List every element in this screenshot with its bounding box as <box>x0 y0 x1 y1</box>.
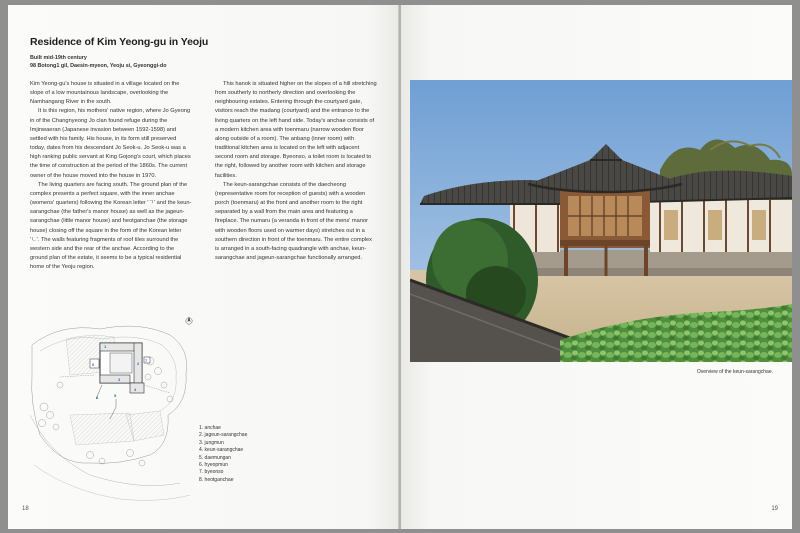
built-date: Built mid-19th century <box>30 55 87 61</box>
page-number-right: 19 <box>771 506 778 512</box>
plan-number: 6 <box>92 362 95 367</box>
page-title: Residence of Kim Yeong-gu in Yeoju <box>30 36 209 48</box>
house-photo <box>410 80 792 362</box>
text-column-2 <box>215 80 377 263</box>
right-page <box>401 5 792 529</box>
page-number-left: 18 <box>22 506 29 512</box>
site-plan-drawing <box>30 315 198 505</box>
legend-item: 3. jungmun <box>199 439 224 446</box>
plan-number: 7 <box>145 358 148 363</box>
north-arrow-icon <box>186 317 192 325</box>
plan-number: 1 <box>104 344 107 349</box>
building-meta <box>30 54 166 70</box>
paragraph: It is this region, his mothers' native region, where Jo Gyeong in of the Changnyeong Jo clan found refuge during the Imjinwaeran (Japanese invasion between 1592-1598) and settled with his family. His house, in its form still preserved today, dates from his descendant Jo Seok-u. Jo Seok-u was a high ranking public servant at King Gojong's court, which places the time of construction at the period of the 1860s. The current owner of the house moved into the house in 1970. <box>30 108 191 179</box>
legend-item: 6. hyeopmun <box>199 462 228 469</box>
plan-number: 3 <box>118 377 121 382</box>
plan-number: 5 <box>114 393 117 398</box>
legend-item: 7. byeonso <box>199 469 224 476</box>
plan-legend <box>199 425 247 484</box>
legend-item: 8. heotganchae <box>199 476 234 483</box>
legend-item: 4. keun-sarangchae <box>199 447 244 454</box>
plan-number: 2 <box>137 361 140 366</box>
photo-caption: Overview of the keun-sarangchae. <box>696 369 773 375</box>
legend-item: 5. daemungan <box>199 454 231 461</box>
address: 98 Botong1 gil, Daesin-myeon, Yeoju si, Gyeonggi-do <box>30 63 167 70</box>
book-spread <box>8 5 792 529</box>
plan-number: 8 <box>96 395 99 400</box>
legend-item: 1. anchae <box>199 425 221 431</box>
plan-number: 4 <box>134 387 137 392</box>
paragraph: The keun-sarangchae consists of the daecheong (representative room for reception of guests) with a wooden porch (toenmaru) at the front and another room to the right separated by a wall from the main area and featuring a fireplace. The numaru (a veranda in front of the mens' manor with wooden floors used on warmer days) stretches out in a southern direction in front of the toenmaru. The entire complex is arranged in a south-facing quadrangle with anchae, keun-sarangchae and jageun-sarangchae functionally arranged. <box>215 181 373 261</box>
paragraph: This hanok is situated higher on the slopes of a hill stretching from southerly to northerly direction and overlooking the neighbouring estates. Entering through the courtyard gate, visitors reach the madang (courtyard) and the entrance to the living quarters on the left hand side. Today's anchae consists of a modern kitchen area with toenmaru (narrow wooden floor along outside of a room). The anbang (inner room) with traditional kitchen area is located on the left with adjacent second room and storage. Byeonso, a toilet room is located to the right, followed by another room with kitchen and storage facilities. <box>215 81 377 179</box>
paragraph: The living quarters are facing south. The ground plan of the complex presents a perfect square, with the inner anchae (womens' quarters) following the Korean letter 'ㄱ' and the keun-sarangchae (the father's manor house) as well as the jageun-sarangchae (little manor house) and heotganchae (the storage house) closing off the square in the form of the Korean letter 'ㄴ'. The walls featuring fragments of roof tiles surround the western side and the rear of the anchae. According to the ground plan of the estate, it seems to be a typical residential home of the Yeoju region. <box>30 181 192 271</box>
paragraph: Kim Yeong-gu's house is situated in a village located on the slope of a low mountainous landscape, overlooking the Namhangang River in the south. <box>30 81 180 106</box>
left-page <box>8 5 399 529</box>
text-column-1 <box>30 80 192 272</box>
legend-item: 2. jageun-sarangchae <box>199 432 248 439</box>
